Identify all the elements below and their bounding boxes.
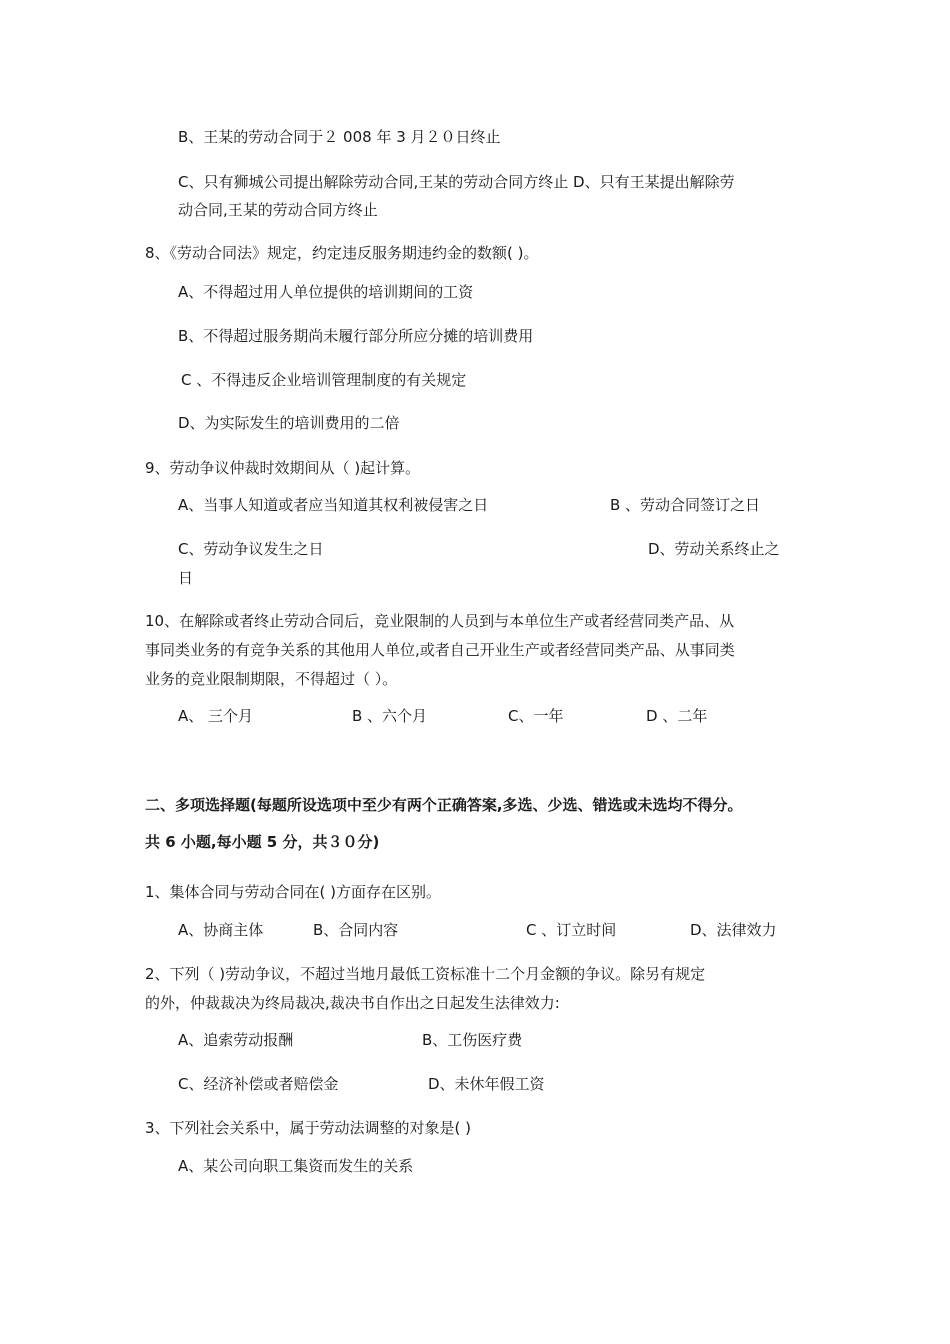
m3-option-a: A、某公司向职工集资而发生的关系 — [178, 1157, 414, 1175]
q9-option-c: C、劳动争议发生之日 — [178, 540, 324, 558]
m2-option-d: D、未休年假工资 — [428, 1075, 545, 1093]
q10-stem-line1: 10、在解除或者终止劳动合同后，竞业限制的人员到与本单位生产或者经营同类产品、从 — [145, 612, 735, 630]
m1-option-c: C 、订立时间 — [526, 921, 617, 939]
m1-option-d: D、法律效力 — [690, 921, 777, 939]
q10-option-d: D 、二年 — [646, 707, 708, 725]
m2-stem-line1: 2、下列（ )劳动争议，不超过当地月最低工资标准十二个月金额的争议。除另有规定 — [145, 965, 706, 983]
q8-option-d: D、为实际发生的培训费用的二倍 — [178, 414, 400, 432]
q8-option-b: B、不得超过服务期尚未履行部分所应分摊的培训费用 — [178, 327, 534, 345]
q8-stem: 8、《劳动合同法》规定，约定违反服务期违约金的数额( )。 — [145, 244, 539, 262]
q10-stem-line2: 事同类业务的有竞争关系的其他用人单位,或者自己开业生产或者经营同类产品、从事同类 — [145, 641, 735, 659]
m1-option-b: B、合同内容 — [313, 921, 399, 939]
q10-stem-line3: 业务的竞业限制期限，不得超过（ ）。 — [145, 670, 398, 688]
q7-option-c-line1: C、只有狮城公司提出解除劳动合同,王某的劳动合同方终止 D、只有王某提出解除劳 — [178, 173, 735, 191]
m1-option-a: A、协商主体 — [178, 921, 264, 939]
q7-option-b: B、王某的劳动合同于２ 008 年 3 月２０日终止 — [178, 128, 501, 146]
m1-stem: 1、集体合同与劳动合同在( )方面存在区别。 — [145, 883, 442, 901]
q9-option-b: B 、劳动合同签订之日 — [610, 496, 761, 514]
q9-stem: 9、劳动争议仲裁时效期间从（ )起计算。 — [145, 459, 421, 477]
q8-option-a: A、不得超过用人单位提供的培训期间的工资 — [178, 283, 474, 301]
q7-option-c-line2: 动合同,王某的劳动合同方终止 — [178, 201, 378, 219]
m2-option-c: C、经济补偿或者赔偿金 — [178, 1075, 339, 1093]
q9-option-d-part2: 日 — [178, 569, 194, 587]
m2-option-b: B、工伤医疗费 — [422, 1031, 523, 1049]
section2-heading-line2: 共 6 小题,每小题 5 分，共３０分) — [145, 833, 380, 851]
q10-option-c: C、一年 — [508, 707, 564, 725]
m2-option-a: A、追索劳动报酬 — [178, 1031, 294, 1049]
section2-heading-line1: 二、多项选择题(每题所设选项中至少有两个正确答案,多选、少选、错选或未选均不得分。 — [145, 796, 743, 814]
q10-option-a: A、 三个月 — [178, 707, 254, 725]
q9-option-a: A、当事人知道或者应当知道其权利被侵害之日 — [178, 496, 489, 514]
q8-option-c: C 、不得违反企业培训管理制度的有关规定 — [181, 371, 467, 389]
q9-option-d-part1: D、劳动关系终止之 — [648, 540, 780, 558]
m2-stem-line2: 的外，仲裁裁决为终局裁决,裁决书自作出之日起发生法律效力: — [145, 994, 560, 1012]
q10-option-b: B 、六个月 — [352, 707, 428, 725]
m3-stem: 3、下列社会关系中，属于劳动法调整的对象是( ) — [145, 1119, 472, 1137]
